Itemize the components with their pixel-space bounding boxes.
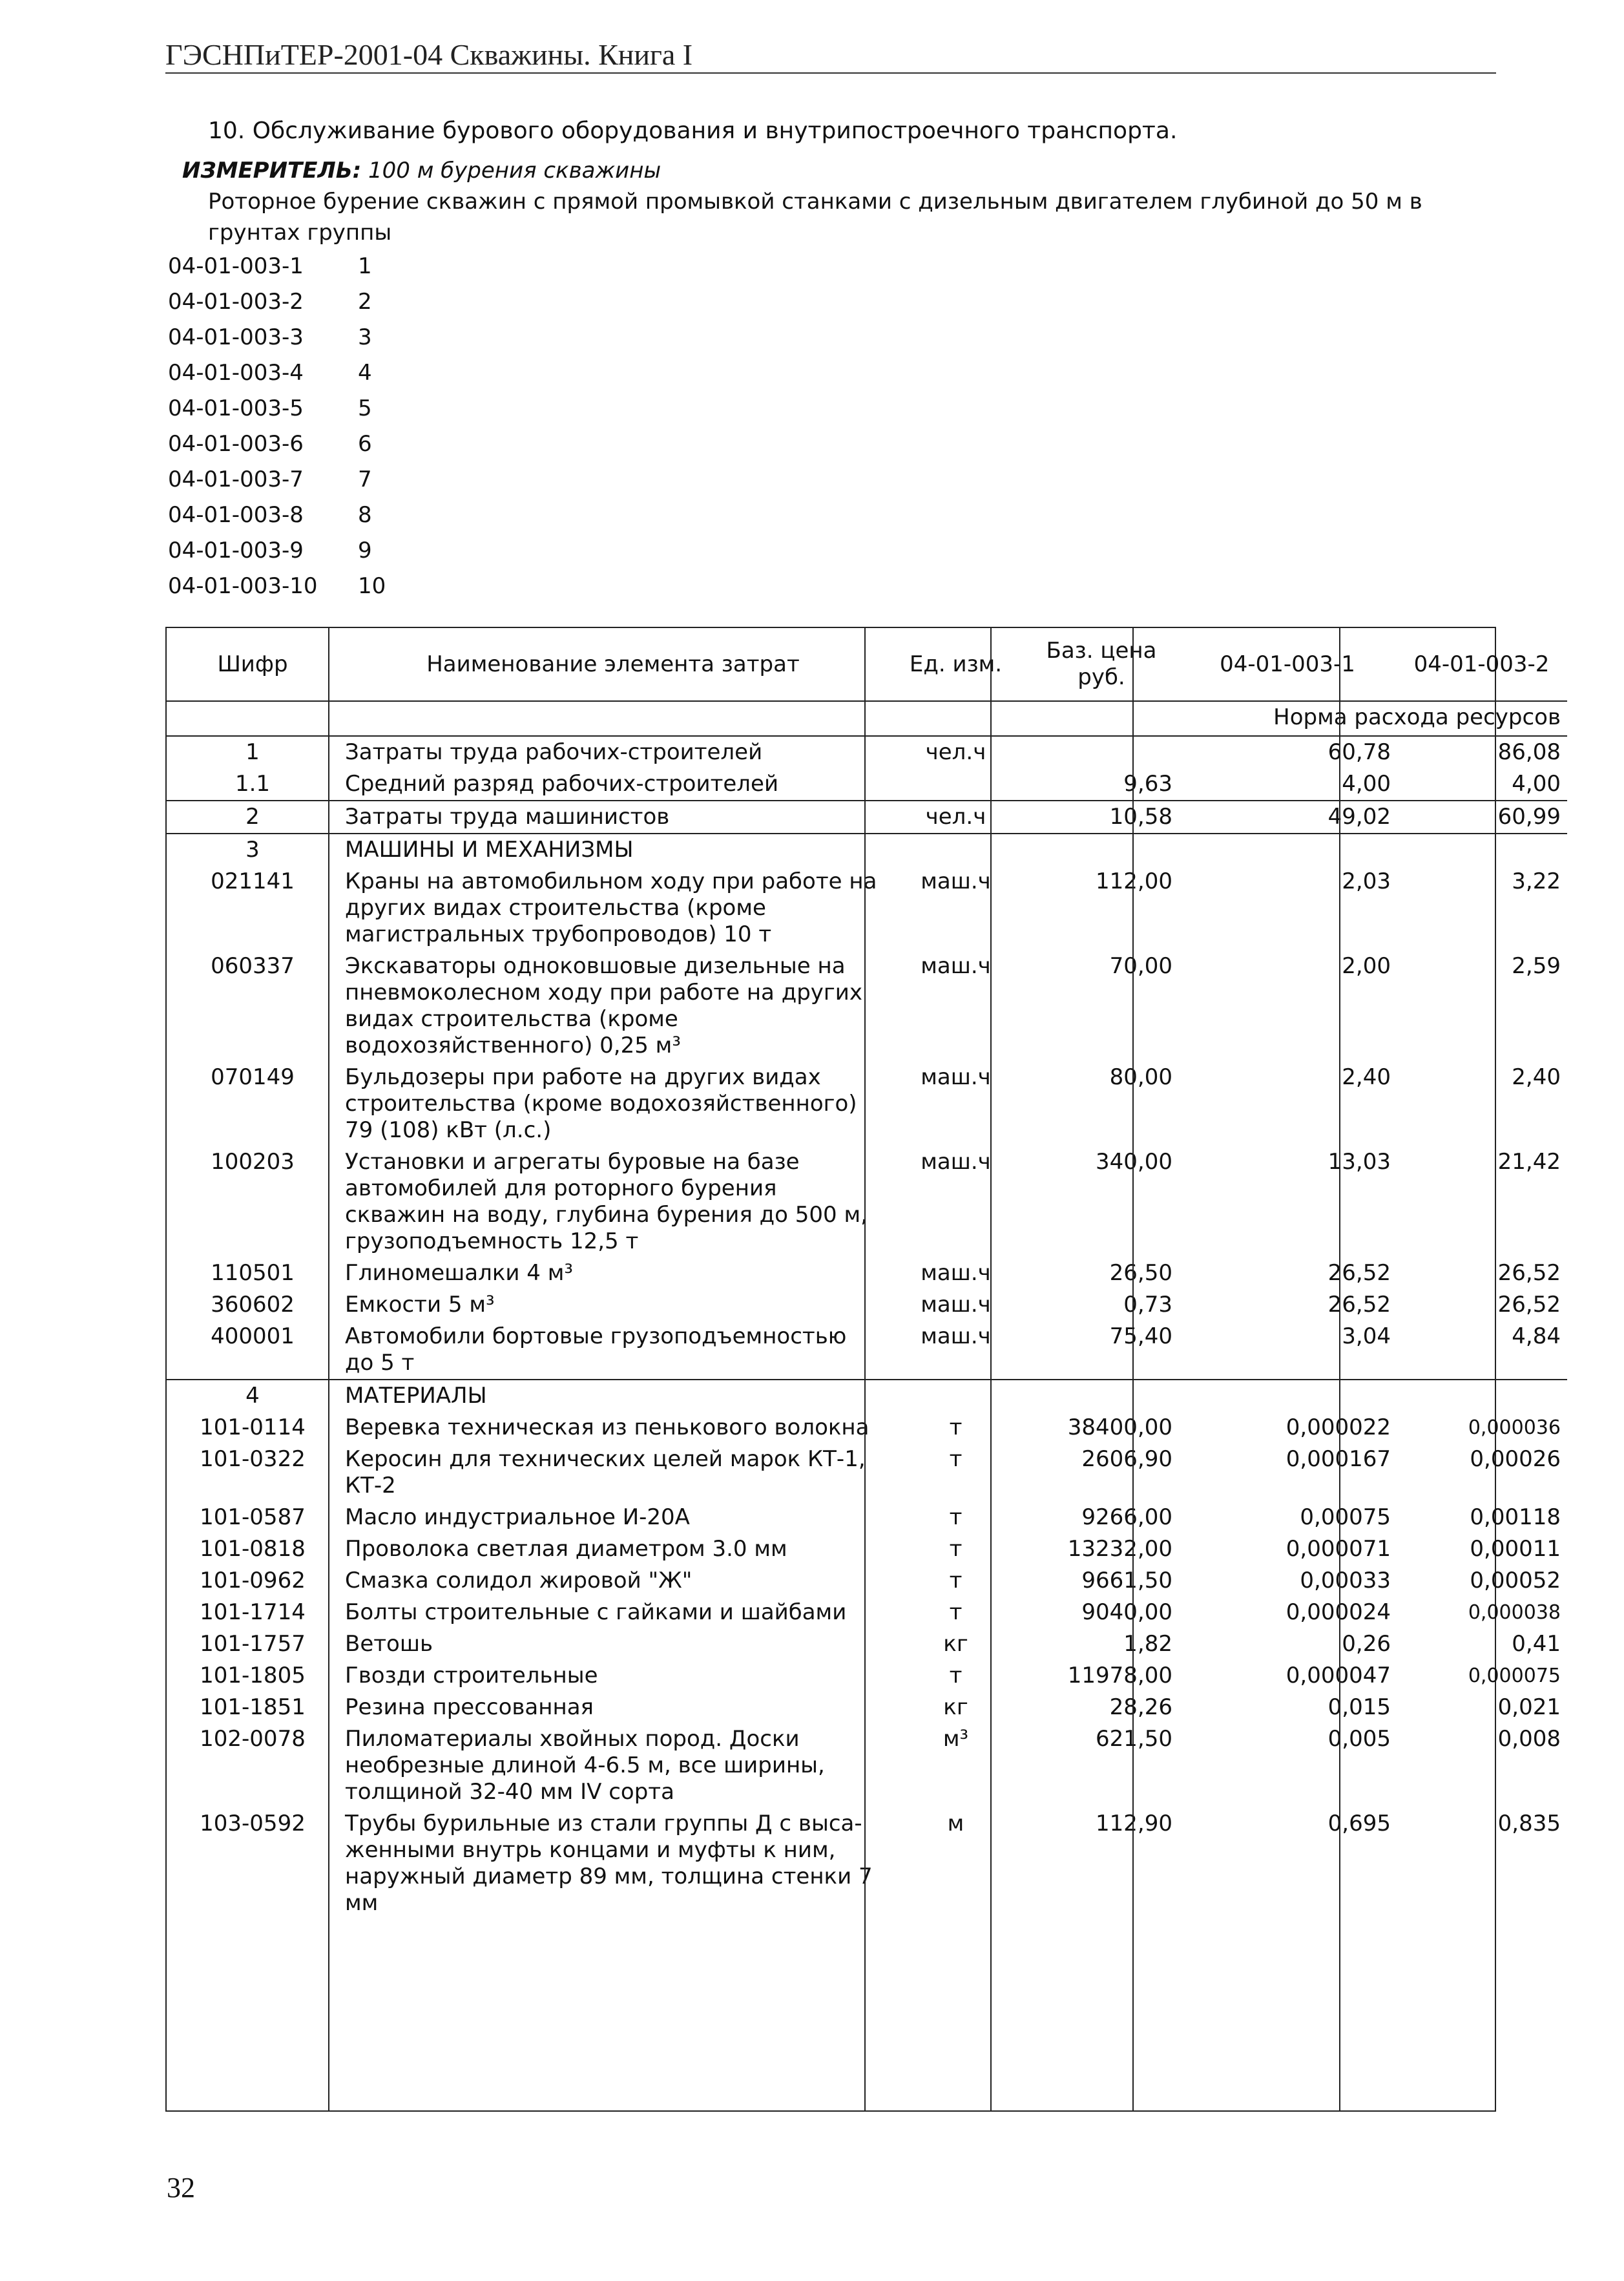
table-row <box>167 1502 1567 1533</box>
cell-unit: маш.ч <box>921 953 991 979</box>
cell-name: Затраты труда машинистов <box>340 801 888 834</box>
cell-value-2 <box>1397 834 1567 866</box>
cell-unit: маш.ч <box>921 1149 991 1175</box>
code-list-code: 04-01-003-3 <box>168 324 304 350</box>
cell-code: 4 <box>167 1380 340 1412</box>
cell-value-2: 0,00052 <box>1470 1568 1561 1593</box>
cell-price: 9040,00 <box>1081 1599 1172 1625</box>
code-list-code: 04-01-003-4 <box>168 359 304 386</box>
cell-value-1: 0,000022 <box>1286 1414 1391 1440</box>
cell-value-1: 0,695 <box>1327 1811 1391 1836</box>
cell-unit: т <box>949 1504 963 1530</box>
cell-code: 101-0114 <box>200 1414 306 1440</box>
cell-value-1: 0,000047 <box>1286 1663 1391 1688</box>
code-list-item <box>168 568 386 604</box>
code-list-code: 04-01-003-8 <box>168 501 304 528</box>
cell-value-1: 26,52 <box>1327 1292 1391 1318</box>
cell-price: 2606,90 <box>1081 1446 1172 1472</box>
cell-code: 102-0078 <box>200 1726 306 1752</box>
cell-price: 112,00 <box>1096 868 1172 894</box>
code-list-item <box>168 355 386 390</box>
cell-code: 3 <box>167 834 340 866</box>
table-row <box>167 1808 1567 1919</box>
cell-name: Автомобили бортовые грузоподъемностью до 5 т <box>345 1323 847 1376</box>
column-divider <box>990 628 992 2110</box>
cell-value-1: 13,03 <box>1327 1149 1391 1175</box>
cell-value-2: 2,59 <box>1512 953 1561 979</box>
table-row <box>167 1444 1567 1502</box>
code-list-item <box>168 248 386 284</box>
cell-code: 101-0322 <box>200 1446 306 1472</box>
page-number: 32 <box>167 2172 195 2203</box>
cell-name: МАТЕРИАЛЫ <box>340 1380 888 1412</box>
cell-name: Смазка солидол жировой "Ж" <box>345 1568 692 1593</box>
code-list-item <box>168 532 386 568</box>
measure-value: 100 м бурения скважины <box>361 158 661 184</box>
table-row <box>167 1412 1567 1444</box>
column-divider <box>328 628 329 2110</box>
cell-code: 101-0818 <box>200 1536 306 1562</box>
cell-value-2: 0,008 <box>1497 1726 1561 1752</box>
cell-unit: м <box>947 1811 964 1836</box>
table-row <box>167 1628 1567 1660</box>
cell-unit: маш.ч <box>921 1292 991 1318</box>
column-divider <box>1339 628 1340 2110</box>
table-row <box>167 866 1567 951</box>
table-row <box>167 1062 1567 1146</box>
code-list-group: 9 <box>358 537 372 563</box>
cell-price <box>1025 736 1179 768</box>
cell-unit: т <box>949 1536 963 1562</box>
cell-value-2 <box>1397 1380 1567 1412</box>
cell-price: 80,00 <box>1109 1064 1172 1090</box>
cell-value-2: 3,22 <box>1512 868 1561 894</box>
section-title: 10. Обслуживание бурового оборудования и внутрипостроечного транспорта. <box>208 118 1178 144</box>
cell-unit: т <box>949 1663 963 1688</box>
code-list-item <box>168 284 386 319</box>
cell-code: 060337 <box>211 953 295 979</box>
cell-value-1: 0,00075 <box>1300 1504 1391 1530</box>
cell-price: 75,40 <box>1109 1323 1172 1349</box>
cell-unit: маш.ч <box>921 868 991 894</box>
cell-code: 070149 <box>211 1064 295 1090</box>
table-row <box>167 1565 1567 1597</box>
cell-name: Бульдозеры при работе на других видах строительства (кроме водохозяйственного) 79 (108) кВт (л.с.) <box>345 1064 857 1143</box>
norma-label: Норма расхода ресурсов <box>167 701 1567 736</box>
cell-value-2: 26,52 <box>1497 1292 1561 1318</box>
cell-unit: чел.ч <box>888 801 1025 834</box>
table-row <box>167 1380 1567 1412</box>
cell-value-1: 2,40 <box>1342 1064 1391 1090</box>
cell-name: Веревка техническая из пенькового волокна <box>345 1414 869 1440</box>
code-list-code: 04-01-003-9 <box>168 537 304 563</box>
code-list-group: 3 <box>358 324 372 350</box>
table-row <box>167 951 1567 1062</box>
table-row <box>167 768 1567 801</box>
cell-name: Краны на автомобильном ходу при работе на других видах строительства (кроме магистральных трубопроводов) 10 т <box>345 868 877 947</box>
cell-value-2: 0,000075 <box>1468 1665 1561 1687</box>
cell-code: 103-0592 <box>200 1811 306 1836</box>
cell-name: Трубы бурильные из стали группы Д с выса-женными внутрь концами и муфты к ним, наружный диаметр 89 мм, толщина стенки 7 мм <box>345 1811 873 1916</box>
code-list-item <box>168 426 386 461</box>
cell-unit <box>888 834 1025 866</box>
cell-price: 28,26 <box>1109 1694 1172 1720</box>
cell-value-2: 0,000036 <box>1468 1416 1561 1439</box>
cell-value-1: 2,03 <box>1342 868 1391 894</box>
table-row <box>167 1692 1567 1723</box>
cell-code: 1.1 <box>234 771 271 797</box>
norma-row <box>167 701 1567 736</box>
cell-price: 70,00 <box>1109 953 1172 979</box>
cell-name: Емкости 5 м³ <box>345 1292 495 1318</box>
cell-value-2: 0,000038 <box>1468 1601 1561 1624</box>
code-list-code: 04-01-003-10 <box>168 573 318 599</box>
table-row <box>167 1533 1567 1565</box>
cell-name: Глиномешалки 4 м³ <box>345 1260 573 1286</box>
cell-unit <box>888 768 1025 801</box>
cell-value-1: 2,00 <box>1342 953 1391 979</box>
code-list-group: 2 <box>358 288 372 315</box>
code-list-group: 10 <box>358 573 386 599</box>
header-price: Баз. цена руб. <box>1025 628 1179 701</box>
cell-value-2: 0,00011 <box>1470 1536 1561 1562</box>
code-list-code: 04-01-003-5 <box>168 395 304 421</box>
cell-price: 9266,00 <box>1081 1504 1172 1530</box>
cell-unit: т <box>949 1568 963 1593</box>
code-list-item <box>168 497 386 532</box>
cell-code: 101-1714 <box>200 1599 306 1625</box>
measure-label: ИЗМЕРИТЕЛЬ: <box>182 158 362 184</box>
cell-value-1 <box>1179 834 1397 866</box>
column-divider <box>1132 628 1134 2110</box>
cell-unit <box>888 1380 1025 1412</box>
cell-name: Керосин для технических целей марок КТ-1, КТ-2 <box>345 1446 866 1498</box>
cell-code: 101-1851 <box>200 1694 306 1720</box>
code-list-group: 6 <box>358 430 372 457</box>
cell-unit: т <box>949 1414 963 1440</box>
header-rule <box>165 72 1496 74</box>
cell-code: 1 <box>245 739 260 765</box>
cell-name: Масло индустриальное И-20А <box>345 1504 690 1530</box>
cell-value-2: 0,021 <box>1497 1694 1561 1720</box>
header-name: Наименование элемента затрат <box>340 628 888 701</box>
cell-code: 400001 <box>211 1323 295 1349</box>
code-list-group: 5 <box>358 395 372 421</box>
cell-value-2: 0,00026 <box>1470 1446 1561 1472</box>
cell-value-1: 0,015 <box>1327 1694 1391 1720</box>
code-list-item <box>168 319 386 355</box>
cell-name: Болты строительные с гайками и шайбами <box>345 1599 847 1625</box>
cell-price: 9,63 <box>1123 771 1172 797</box>
cell-price: 26,50 <box>1109 1260 1172 1286</box>
cell-name: Средний разряд рабочих-строителей <box>345 771 779 797</box>
cell-unit: чел.ч <box>925 739 986 765</box>
code-list-code: 04-01-003-6 <box>168 430 304 457</box>
document-header: ГЭСНПиТЕР-2001-04 Скважины. Книга I <box>165 38 693 71</box>
cell-name: Пиломатериалы хвойных пород. Доски необрезные длиной 4-6.5 м, все ширины, толщиной 32-40 мм IV сорта <box>345 1726 825 1805</box>
cell-value-1: 4,00 <box>1342 771 1391 797</box>
table-row <box>167 834 1567 866</box>
cell-name: Экскаваторы одноковшовые дизельные на пневмоколесном ходу при работе на других видах строительства (кроме водохозяйственного) 0,25 м³ <box>345 953 862 1058</box>
cell-price: 621,50 <box>1096 1726 1172 1752</box>
cell-value-1: 60,78 <box>1327 739 1391 765</box>
code-list-group: 4 <box>358 359 372 386</box>
cell-value-1 <box>1179 1380 1397 1412</box>
cell-price: 112,90 <box>1096 1811 1172 1836</box>
code-list-code: 04-01-003-2 <box>168 288 304 315</box>
cell-code: 2 <box>167 801 340 834</box>
cell-code: 101-0962 <box>200 1568 306 1593</box>
code-list <box>168 248 386 604</box>
table-row <box>167 736 1567 768</box>
cell-value-2: 0,00118 <box>1470 1504 1561 1530</box>
cell-value-1: 0,26 <box>1342 1631 1391 1657</box>
table-row <box>167 1321 1567 1380</box>
cell-value-1: 0,005 <box>1327 1726 1391 1752</box>
cell-price: 13232,00 <box>1067 1536 1172 1562</box>
cell-code: 110501 <box>211 1260 295 1286</box>
cell-price: 10,58 <box>1025 801 1179 834</box>
cell-unit: кг <box>943 1631 968 1657</box>
cell-code: 101-1805 <box>200 1663 306 1688</box>
cell-code: 101-1757 <box>200 1631 306 1657</box>
cell-price: 0,73 <box>1123 1292 1172 1318</box>
cell-value-1: 0,000167 <box>1286 1446 1391 1472</box>
code-list-group: 8 <box>358 501 372 528</box>
cell-unit: т <box>949 1446 963 1472</box>
measure-line <box>182 158 661 184</box>
cell-name: Установки и агрегаты буровые на базе автомобилей для роторного бурения скважин на воду, глубина бурения до 500 м, грузоподъемность 12,5 т <box>345 1149 868 1254</box>
cell-value-1: 0,000024 <box>1286 1599 1391 1625</box>
table-row <box>167 1723 1567 1808</box>
table-row <box>167 1289 1567 1321</box>
cell-price: 38400,00 <box>1067 1414 1172 1440</box>
cell-value-2: 60,99 <box>1397 801 1567 834</box>
cell-code: 100203 <box>211 1149 295 1175</box>
table-row <box>167 1597 1567 1628</box>
resource-grid <box>167 628 1567 1919</box>
cell-value-2: 4,84 <box>1512 1323 1561 1349</box>
column-divider <box>864 628 866 2110</box>
table-row <box>167 1146 1567 1257</box>
header-unit: Ед. изм. <box>888 628 1025 701</box>
table-row <box>167 1660 1567 1692</box>
cell-unit: маш.ч <box>921 1064 991 1090</box>
cell-value-1: 0,00033 <box>1300 1568 1391 1593</box>
header-code: Шифр <box>167 628 340 701</box>
table-header-row <box>167 628 1567 701</box>
cell-code: 101-0587 <box>200 1504 306 1530</box>
cell-name: Затраты труда рабочих-строителей <box>345 739 763 765</box>
cell-value-2: 0,835 <box>1497 1811 1561 1836</box>
table-row <box>167 801 1567 834</box>
cell-value-1: 3,04 <box>1342 1323 1391 1349</box>
header-value-2: 04-01-003-2 <box>1397 628 1567 701</box>
cell-price: 9661,50 <box>1081 1568 1172 1593</box>
code-list-group: 7 <box>358 466 372 492</box>
cell-price <box>1025 1380 1179 1412</box>
cell-name: Резина прессованная <box>345 1694 594 1720</box>
cell-value-1: 49,02 <box>1179 801 1397 834</box>
cell-value-2: 26,52 <box>1497 1260 1561 1286</box>
code-list-item <box>168 390 386 426</box>
cell-code: 021141 <box>211 868 295 894</box>
cell-unit: м³ <box>942 1726 969 1752</box>
cell-value-1: 0,000071 <box>1286 1536 1391 1562</box>
cell-name: Проволока светлая диаметром 3.0 мм <box>345 1536 787 1562</box>
cell-price: 1,82 <box>1123 1631 1172 1657</box>
cell-name: Ветошь <box>345 1631 433 1657</box>
code-list-item <box>168 461 386 497</box>
cell-unit: кг <box>943 1694 968 1720</box>
cell-price <box>1025 834 1179 866</box>
cell-code: 360602 <box>211 1292 295 1318</box>
cell-value-2: 0,41 <box>1512 1631 1561 1657</box>
code-list-group: 1 <box>358 253 372 279</box>
cell-price: 11978,00 <box>1067 1663 1172 1688</box>
cell-value-2: 21,42 <box>1497 1149 1561 1175</box>
cell-value-2: 86,08 <box>1497 739 1561 765</box>
section-description: Роторное бурение скважин с прямой промывкой станками с дизельным двигателем глубиной до 50 м в грунтах группы <box>208 189 1422 246</box>
cell-name: МАШИНЫ И МЕХАНИЗМЫ <box>340 834 888 866</box>
cell-unit: маш.ч <box>921 1323 991 1349</box>
code-list-code: 04-01-003-1 <box>168 253 304 279</box>
code-list-code: 04-01-003-7 <box>168 466 304 492</box>
cell-unit: т <box>949 1599 963 1625</box>
cell-value-2: 2,40 <box>1512 1064 1561 1090</box>
table-row <box>167 1257 1567 1289</box>
cell-price: 340,00 <box>1096 1149 1172 1175</box>
cell-name: Гвозди строительные <box>345 1663 598 1688</box>
header-value-1: 04-01-003-1 <box>1179 628 1397 701</box>
resource-table <box>165 627 1561 2112</box>
cell-unit: маш.ч <box>921 1260 991 1286</box>
cell-value-2: 4,00 <box>1512 771 1561 797</box>
cell-value-1: 26,52 <box>1327 1260 1391 1286</box>
